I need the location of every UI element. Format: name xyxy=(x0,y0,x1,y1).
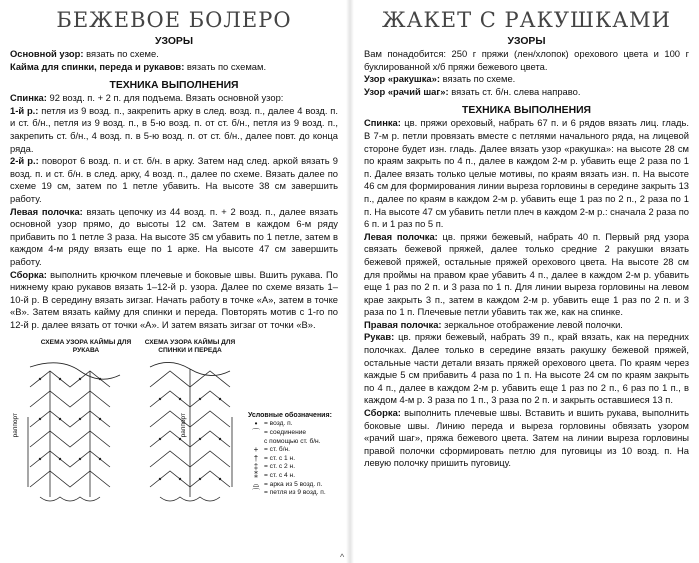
page-title-right: ЖАКЕТ С РАКУШКАМИ xyxy=(382,8,671,32)
legend-symbol: ⁑ xyxy=(254,471,258,481)
back-label: Спинка: xyxy=(10,92,47,104)
legend-text: = ст. с 4 н. xyxy=(264,472,296,480)
legend-text: = арка из 5 возд. п. xyxy=(264,480,323,488)
patterns-heading-right: УЗОРЫ xyxy=(507,36,546,47)
row2-text: поворот 6 возд. п. и ст. б/н. в арку. Затем над след. аркой вязать 9 возд. п. и ст. б/н. в след. арку, 4 возд. п., далее по схеме. Вязать далее по схеме 19 см, затем по 1 петле убавить. На высоте 38 см завершить работу. xyxy=(10,155,338,204)
page-fold-mark: ^ xyxy=(340,552,345,562)
left-front-text-right: цв. пряжи бежевый, набрать 40 п. Первый ряд узора связать бежевой пряжей, далее только средние 2 ракушки вязать бежевой пряжей, остальные пряжей орехового цвета. На высоте 28 см для проймы на правом крае убавить 4 п., далее в каждом 2-м р. убавить еще 1 раз по 2 п. и 3 раза по 1 п. Для линии выреза горловины на левом крае закрыть 3 п., затем в каждом 2-м р. убавить еще 1 раз по 2 п. и 3 раза по 1 п. Плечевые петли убавить так же, как на спинке. xyxy=(364,230,690,318)
legend xyxy=(248,411,348,497)
left-front-label: Левая полочка: xyxy=(10,205,83,217)
legend-row xyxy=(248,455,348,464)
left-page xyxy=(0,0,346,563)
assembly-text-right: выполнить плечевые швы. Вставить и вшить рукава, выполнить боковые швы. Линию переда и выреза горловины обвязать узором «рачий шаг», пряжа бежевого цвета. Затем на линии выреза горловины правой полочки сформировать петлю для пуговицы из 10 возд. п. На левую полочку пришить пуговицу. xyxy=(364,407,689,469)
legend-text: с помощью ст. б/н. xyxy=(264,437,321,445)
back-label-right: Спинка: xyxy=(364,117,401,129)
legend-text: = ст. с 2 н. xyxy=(264,463,296,471)
crab-pattern xyxy=(364,86,689,99)
assembly-label-right: Сборка: xyxy=(364,407,401,419)
crochet-schemes xyxy=(10,335,338,511)
legend-symbol: ‡ xyxy=(253,462,259,472)
legend-text: = ст. б/н. xyxy=(264,446,291,454)
legend-row xyxy=(248,446,348,455)
row1-paragraph xyxy=(10,105,338,155)
pattern-main-label: Основной узор: xyxy=(10,48,84,59)
legend-row xyxy=(248,429,348,438)
technique-heading-left: ТЕХНИКА ВЫПОЛНЕНИЯ xyxy=(109,80,239,92)
shell-pattern xyxy=(364,73,689,86)
sleeve-label: Рукав: xyxy=(364,331,395,343)
rapport-label-1: раппорт xyxy=(12,413,19,438)
left-front-paragraph-left xyxy=(10,206,338,269)
legend-symbol: + xyxy=(253,445,259,455)
legend-row xyxy=(248,438,348,447)
sleeve-text: цв. пряжи бежевый, набрать 39 п., край вязать, как на передних полочках. Далее только в середине вязать ракушку бежевой пряжей, остальные части детали вязать пряжей орехового цвета. По краям через каждые 5 см прибавить 4 раза по 1 п. На высоте 24 см по краям закрыть по 4 п., далее в каждом 2-м р. убавить еще 1 раз по 2 п., 6 раз по 1 п., в каждом 4-м р. 3 раза по 1 п., 3 раза по 2 п. и закрыть оставшиеся 13 п. xyxy=(364,331,689,406)
row1-label: 1-й р.: xyxy=(10,104,39,116)
assembly-paragraph-left xyxy=(10,269,338,332)
crab-pattern-text: вязать ст. б/н. слева направо. xyxy=(448,85,581,97)
pattern-main-text: вязать по схеме. xyxy=(83,48,159,59)
shell-pattern-text: вязать по схеме. xyxy=(439,73,516,85)
back-text: 92 возд. п. + 2 п. для подъема. Вязать основной узор: xyxy=(46,92,284,104)
crab-pattern-label: Узор «рачий шаг»: xyxy=(364,85,449,97)
pattern-border-text: вязать по схемам. xyxy=(184,60,267,72)
scheme-sleeve-diagram xyxy=(20,357,130,507)
legend-row xyxy=(248,489,348,498)
row2-paragraph xyxy=(10,155,338,205)
legend-symbol: ⌒ xyxy=(252,428,260,438)
back-text-right: цв. пряжи ореховый, набрать 67 п. и 6 рядов вязать лиц. гладь. В 7-м р. петли провязать вместе с петлями начального ряда, на лицевой стороне будет изн. гладь. Далее вязать узор «ракушка»: на высоте 28 см по краям закрыть по 4 п., далее в каждом 2-м р. убавить еще 2 раза по 1 п. Далее вязать только целые мотивы, по краям вязать изн. п. На высоте 46 см для формирования линии выреза горловины в середине закрыть 13 п., далее по краям в каждом 2-м р. убавить еще 1 раз по 2 п., 2 раза по 1 п. На высоте 47 см убавить петли плеч в каждом 2-м р.: сначала 2 раза по 6 п. и 1 раз по 5 п. xyxy=(364,117,689,230)
legend-row xyxy=(248,420,348,429)
pattern-main xyxy=(10,48,338,61)
back-paragraph-left xyxy=(10,92,338,105)
left-front-text: вязать цепочку из 44 возд. п. + 2 возд. п., далее вязать основной узор прямо, до высоты 12 см. Затем в каждом 6-м ряду прибавить по 1 петле 3 раза. На высоте 35 см убавить по 1 петле, затем в каждом 4-м ряду вязать еще по 1 арке. На высоте 47 см завершить работу. xyxy=(10,205,338,267)
page-title-left: БЕЖЕВОЕ БОЛЕРО xyxy=(56,8,292,32)
assembly-text: выполнить крючком плечевые и боковые швы. Вшить рукава. По нижнему краю рукавов вязать 1–12-й р. узора. Далее по схеме вязать 1–10-й р. В середину вязать зигзаг. Начать работу в точке «А», затем в точке «В». Затем вязать кайму для спинки и переда. Повторять мотив с 1-го по 12-й р. далее вязать от точки «А». И затем вязать зигзаг от точки «В». xyxy=(10,268,338,330)
assembly-label: Сборка: xyxy=(10,268,47,280)
scheme-sleeve-title: СХЕМА УЗОРА КАЙМЫ ДЛЯ РУКАВА xyxy=(40,339,132,354)
legend-row xyxy=(248,472,348,481)
row1-text: петля из 9 возд. п., закрепить арку в след. возд. п., далее 4 возд. п. и ст. б/н., петля из 9 возд. п., в 5-ю возд. п. от ст. б/н., петля из 9 возд. п., закрепить ст. б/н., 4 возд. п. в 5-ю возд. п. от ст. б/н., далее повт. до конца ряда. xyxy=(10,104,338,154)
legend-row xyxy=(248,481,348,490)
legend-symbol: • xyxy=(254,419,258,429)
patterns-heading-left: УЗОРЫ xyxy=(154,36,194,47)
legend-text: = ст. с 1 н. xyxy=(264,454,296,462)
legend-text: = возд. п. xyxy=(264,420,293,428)
shell-pattern-label: Узор «ракушка»: xyxy=(364,73,440,85)
legend-row xyxy=(248,463,348,472)
scheme-back-front-diagram xyxy=(140,357,240,507)
legend-symbol: † xyxy=(253,453,259,463)
back-paragraph-right xyxy=(364,117,689,230)
pattern-border-label: Кайма для спинки, переда и рукавов: xyxy=(10,60,185,72)
page-gutter xyxy=(346,0,354,563)
assembly-paragraph-right xyxy=(364,407,689,470)
row2-label: 2-й р.: xyxy=(10,155,39,167)
legend-text: = соединение xyxy=(264,429,307,437)
legend-text: = петля из 9 возд. п. xyxy=(264,489,326,497)
right-front-label: Правая полочка: xyxy=(364,318,442,330)
right-front-paragraph xyxy=(364,319,689,332)
legend-symbol: ⌒ xyxy=(252,488,260,498)
left-front-label-right: Левая полочка: xyxy=(364,230,438,242)
left-front-paragraph-right xyxy=(364,231,689,319)
rapport-label-2: раппорт xyxy=(180,413,187,438)
legend-title: Условные обозначения: xyxy=(248,412,332,420)
right-front-text: зеркальное отображение левой полочки. xyxy=(441,318,623,330)
right-page xyxy=(354,0,699,563)
materials-paragraph: Вам понадобится: 250 г пряжи (лен/хлопок) орехового цвета и 100 г буклированной х/б пряжи бежевого цвета. xyxy=(364,48,689,72)
legend-symbol: ⌓ xyxy=(252,479,260,489)
sleeve-paragraph xyxy=(364,331,689,407)
scheme-back-front-title: СХЕМА УЗОРА КАЙМЫ ДЛЯ СПИНКИ И ПЕРЕДА xyxy=(144,339,236,354)
technique-heading-right: ТЕХНИКА ВЫПОЛНЕНИЯ xyxy=(461,105,592,117)
pattern-border xyxy=(10,61,338,74)
